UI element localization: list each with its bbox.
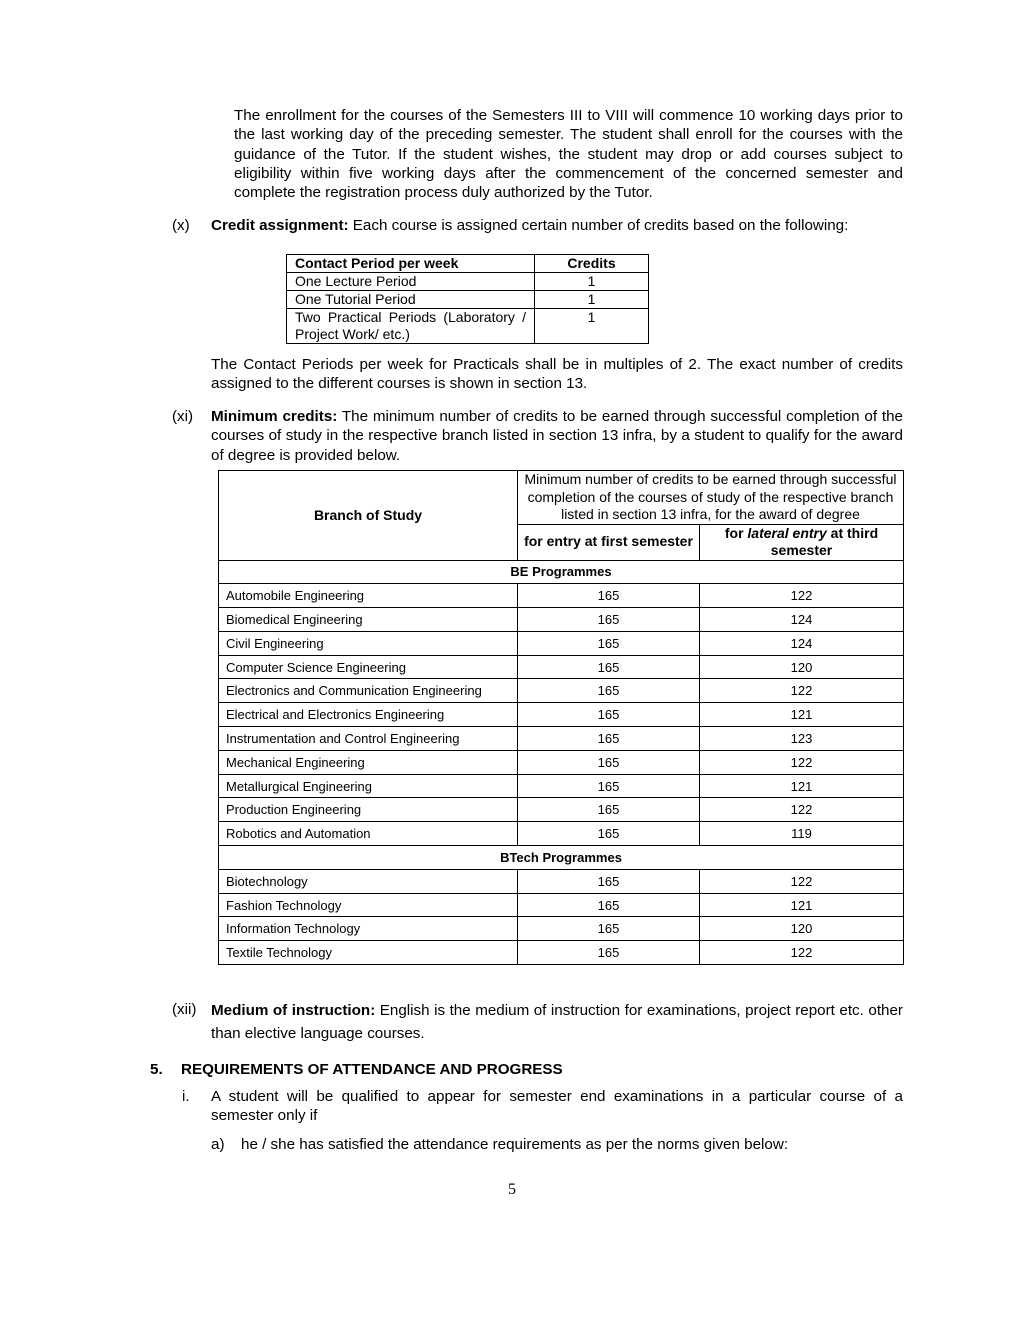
table-row (219, 703, 904, 727)
table-row (219, 727, 904, 751)
branch-name-cell: Electronics and Communication Engineering (219, 679, 518, 703)
item-x-after-paragraph: The Contact Periods per week for Practicals shall be in multiples of 2. The exact number of credits assigned to the different courses is shown in section 13. (211, 356, 903, 393)
lateral-entry-credits-cell: 121 (700, 774, 904, 798)
table-row (219, 584, 904, 608)
lateral-entry-credits-cell: 122 (700, 679, 904, 703)
lateral-entry-credits-cell: 122 (700, 941, 904, 965)
table-row (219, 822, 904, 846)
table-row (287, 309, 649, 344)
branch-name-cell: Fashion Technology (219, 893, 518, 917)
first-semester-credits-cell: 165 (518, 774, 700, 798)
table-cell: Two Practical Periods (Laboratory / Project Work/ etc.) (287, 309, 535, 344)
first-semester-credits-cell: 165 (518, 631, 700, 655)
first-semester-credits-cell: 165 (518, 893, 700, 917)
section-5-item-i-text: A student will be qualified to appear for semester end examinations in a particular course of a semester only if (211, 1088, 903, 1125)
table-row (219, 917, 904, 941)
table-row (219, 608, 904, 632)
branch-name-cell: Instrumentation and Control Engineering (219, 727, 518, 751)
lateral-entry-credits-cell: 122 (700, 584, 904, 608)
first-semester-header: for entry at first semester (518, 524, 700, 560)
lateral-entry-credits-cell: 119 (700, 822, 904, 846)
page-number: 5 (508, 1181, 516, 1198)
branch-name-cell: Automobile Engineering (219, 584, 518, 608)
lateral-entry-credits-cell: 121 (700, 703, 904, 727)
table-cell: 1 (535, 273, 649, 291)
first-semester-credits-cell: 165 (518, 608, 700, 632)
branch-name-cell: Computer Science Engineering (219, 655, 518, 679)
lateral-entry-header (700, 524, 904, 560)
lateral-entry-pre: for (724, 524, 748, 541)
first-semester-credits-cell: 165 (518, 703, 700, 727)
branch-name-cell: Biomedical Engineering (219, 608, 518, 632)
item-x-text: Each course is assigned certain number of credits based on the following: (348, 217, 849, 234)
lateral-entry-credits-cell: 120 (700, 917, 904, 941)
item-xii-heading: Medium of instruction: (211, 1002, 376, 1019)
table-row (219, 655, 904, 679)
branch-name-cell: Electrical and Electronics Engineering (219, 703, 518, 727)
lateral-entry-em: lateral entry (747, 524, 827, 541)
lateral-entry-credits-cell: 122 (700, 798, 904, 822)
first-semester-credits-cell: 165 (518, 798, 700, 822)
first-semester-credits-cell: 165 (518, 655, 700, 679)
section-5-item-i-marker: i. (182, 1088, 190, 1105)
item-xi-text: The minimum number of credits to be earned through successful completion of the courses of study in the respective branch listed in section 13 infra, by a student to qualify for the award of degree is provided below. (211, 408, 903, 464)
table-cell: 1 (535, 309, 649, 344)
first-semester-credits-cell: 165 (518, 822, 700, 846)
item-xii-paragraph (211, 1000, 903, 1045)
first-semester-credits-cell: 165 (518, 727, 700, 751)
table-row (287, 273, 649, 291)
lateral-entry-credits-cell: 124 (700, 608, 904, 632)
table-row (219, 631, 904, 655)
branch-name-cell: Production Engineering (219, 798, 518, 822)
table-section-row (219, 560, 904, 584)
branch-name-cell: Information Technology (219, 917, 518, 941)
first-semester-credits-cell: 165 (518, 679, 700, 703)
item-x-heading: Credit assignment: (211, 217, 349, 234)
item-x-paragraph (211, 216, 903, 235)
branch-name-cell: Robotics and Automation (219, 822, 518, 846)
minimum-credits-header: Minimum number of credits to be earned through successful completion of the courses of study of the respective branch listed in section 13 infra, for the award of degree (518, 471, 904, 525)
branch-name-cell: Textile Technology (219, 941, 518, 965)
branch-name-cell: Civil Engineering (219, 631, 518, 655)
item-x-marker: (x) (172, 217, 190, 234)
item-xi-heading: Minimum credits: (211, 408, 338, 425)
item-xii-text: English is the medium of instruction for examinations, project report etc. other than elective language courses. (211, 1002, 903, 1042)
lateral-entry-credits-cell: 124 (700, 631, 904, 655)
table-row (219, 941, 904, 965)
branch-name-cell: Mechanical Engineering (219, 750, 518, 774)
table-section-title: BE Programmes (219, 560, 904, 584)
table-cell: 1 (535, 291, 649, 309)
table-header-row (219, 471, 904, 525)
section-5-item-a-marker: a) (211, 1136, 225, 1153)
table-row (219, 869, 904, 893)
table-row (219, 893, 904, 917)
table-row (219, 774, 904, 798)
first-semester-credits-cell: 165 (518, 750, 700, 774)
branch-of-study-header: Branch of Study (219, 471, 518, 561)
item-xii-marker: (xii) (172, 1001, 197, 1018)
branch-name-cell: Biotechnology (219, 869, 518, 893)
minimum-credits-table (218, 470, 904, 965)
first-semester-credits-cell: 165 (518, 917, 700, 941)
first-semester-credits-cell: 165 (518, 584, 700, 608)
table-row (219, 750, 904, 774)
item-xi-marker: (xi) (172, 408, 194, 425)
item-xi-paragraph (211, 407, 903, 465)
lateral-entry-credits-cell: 120 (700, 655, 904, 679)
lateral-entry-credits-cell: 123 (700, 727, 904, 751)
credit-assignment-table (286, 254, 649, 344)
table-header-row (287, 255, 649, 273)
lateral-entry-post: at third semester (770, 524, 879, 558)
lateral-entry-credits-cell: 122 (700, 869, 904, 893)
branch-name-cell: Metallurgical Engineering (219, 774, 518, 798)
first-semester-credits-cell: 165 (518, 941, 700, 965)
table-section-title: BTech Programmes (219, 846, 904, 870)
section-5-title: REQUIREMENTS OF ATTENDANCE AND PROGRESS (181, 1061, 563, 1078)
table-header-cell: Contact Period per week (287, 255, 535, 273)
table-row (219, 798, 904, 822)
table-cell: One Tutorial Period (287, 291, 535, 309)
first-semester-credits-cell: 165 (518, 869, 700, 893)
section-5-item-a-text: he / she has satisfied the attendance requirements as per the norms given below: (241, 1136, 789, 1153)
section-5-number: 5. (150, 1061, 163, 1078)
table-row (219, 679, 904, 703)
table-section-row (219, 846, 904, 870)
lateral-entry-credits-cell: 121 (700, 893, 904, 917)
lateral-entry-credits-cell: 122 (700, 750, 904, 774)
table-cell: One Lecture Period (287, 273, 535, 291)
intro-paragraph: The enrollment for the courses of the Semesters III to VIII will commence 10 working days prior to the last working day of the preceding semester. The student shall enroll for the courses with the guidance of the Tutor. If the student wishes, the student may drop or add courses subject to eligibility within five working days after the commencement of the concerned semester and complete the registration process duly authorized by the Tutor. (234, 107, 903, 202)
table-header-cell: Credits (535, 255, 649, 273)
table-row (287, 291, 649, 309)
